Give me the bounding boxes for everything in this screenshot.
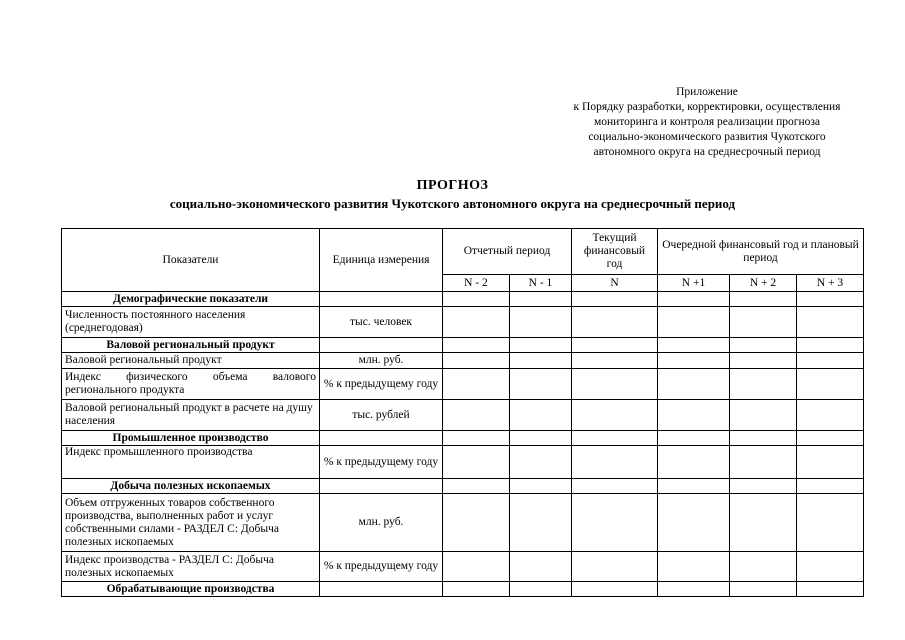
table-row [62,446,864,479]
row-indicator [62,369,320,400]
title-subtitle: социально-экономического развития Чукотского автономного округа на среднесрочный период [169,196,736,211]
document-title [0,177,905,212]
period-cell: N - 1 [510,275,572,292]
appendix-line: социально-экономического развития Чукотского [588,131,826,143]
section-title: Добыча полезных ископаемых [62,479,320,494]
row-unit: млн. руб. [320,353,443,369]
period-cell: N - 2 [443,275,510,292]
table-row [62,552,864,582]
section-title: Демографические показатели [62,292,320,307]
table-row [62,369,864,400]
row-indicator: Индекс промышленного производства [62,446,320,479]
period-cell: N + 3 [797,275,864,292]
table-row [62,494,864,552]
table-row [62,307,864,338]
row-indicator: Валовой региональный продукт [62,353,320,369]
row-unit: % к предыдущему году [320,369,443,400]
appendix-line: Приложение [676,86,738,98]
row-unit: тыс. человек [320,307,443,338]
appendix-line: к Порядку разработки, корректировки, осуществления [573,101,841,113]
title-main: ПРОГНОЗ [416,178,489,193]
section-row [62,338,864,353]
appendix-note [548,85,866,160]
header-planned-period: Очередной финансовый год и плановый период [658,229,864,275]
row-unit: % к предыдущему году [320,446,443,479]
header-row [62,229,864,275]
row-indicator: Численность постоянного населения (среднегодовая) [62,307,320,338]
section-row [62,431,864,446]
section-row [62,582,864,597]
section-title: Валовой региональный продукт [62,338,320,353]
row-unit: тыс. рублей [320,400,443,431]
row-indicator-line: регионального продукта [65,384,185,396]
header-unit: Единица измерения [320,229,443,292]
row-indicator: Валовой региональный продукт в расчете на душу населения [62,400,320,431]
table-row [62,400,864,431]
header-current-year: Текущий финансовый год [572,229,658,275]
period-cell: N + 2 [730,275,797,292]
period-cell: N +1 [658,275,730,292]
row-indicator-line: Индекс физического объема валового [65,371,316,383]
header-reporting-period: Отчетный период [443,229,572,275]
section-title: Промышленное производство [62,431,320,446]
section-row [62,479,864,494]
table-row [62,353,864,369]
section-title: Обрабатывающие производства [62,582,320,597]
row-unit: млн. руб. [320,494,443,552]
row-indicator: Объем отгруженных товаров собственного производства, выполненных работ и услуг собственными силами - РАЗДЕЛ С: Добыча полезных ископаемых [62,494,320,552]
appendix-line: автономного округа на среднесрочный период [593,146,821,158]
period-cell: N [572,275,658,292]
forecast-table [61,228,864,597]
header-indicators: Показатели [62,229,320,292]
section-row [62,292,864,307]
row-unit: % к предыдущему году [320,552,443,582]
row-indicator: Индекс производства - РАЗДЕЛ С: Добыча полезных ископаемых [62,552,320,582]
appendix-line: мониторинга и контроля реализации прогноза [593,116,821,128]
